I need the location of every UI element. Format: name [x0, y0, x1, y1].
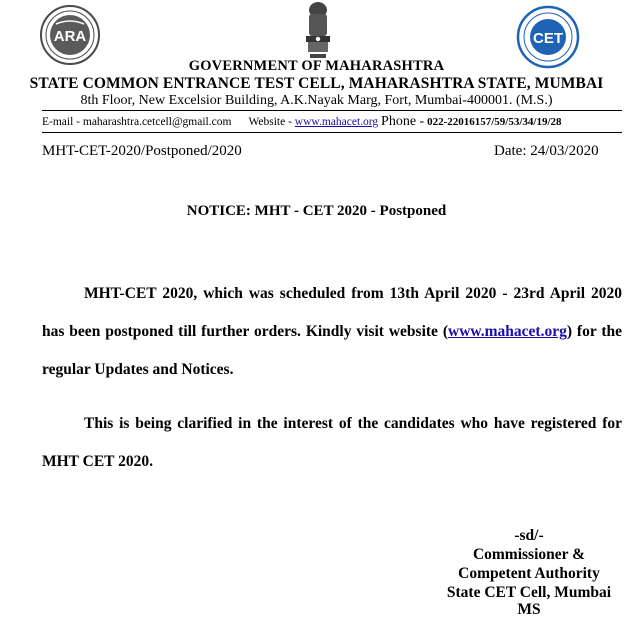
signature-sd: -sd/- [514, 527, 544, 544]
notice-paragraph-1 [42, 275, 622, 389]
ara-logo-text: ARA [53, 28, 87, 45]
header-divider-bottom [42, 132, 622, 133]
ara-seal-icon [30, 4, 110, 66]
government-heading: GOVERNMENT OF MAHARASHTRA [188, 58, 445, 74]
notice-date: Date: 24/03/2020 [494, 143, 599, 159]
website-link[interactable]: www.mahacet.org [294, 116, 379, 128]
email-text: E-mail - maharashtra.cetcell@gmail.com [42, 116, 232, 128]
signatory-title-1: Commissioner & [472, 546, 586, 563]
contact-line [42, 114, 562, 130]
header-divider-top [42, 110, 622, 111]
link-open-paren: ( [442, 323, 449, 340]
ara-logo [30, 4, 110, 66]
phone-label: Phone - [381, 114, 425, 129]
notice-title: NOTICE: MHT - CET 2020 - Postponed [186, 203, 447, 219]
national-emblem [298, 0, 338, 62]
website-label: Website - [248, 116, 292, 128]
mahacet-link[interactable]: www.mahacet.org [448, 323, 567, 340]
paragraph-1-text: MHT-CET 2020, which was scheduled from 13th April 2020 - 23rd April 2020 has been postponed till further orders. Kindly visit website [42, 285, 622, 340]
office-address: 8th Floor, New Excelsior Building, A.K.Nayak Marg, Fort, Mumbai-400001. (M.S.) [80, 93, 553, 108]
phone-number: 022-22016157/59/53/34/19/28 [427, 116, 562, 128]
signatory-state: MS [517, 601, 541, 618]
signatory-title-2: Competent Authority [458, 565, 600, 582]
reference-number: MHT-CET-2020/Postponed/2020 [42, 143, 242, 159]
signatory-office: State CET Cell, Mumbai [446, 584, 612, 601]
notice-paragraph-2: This is being clarified in the interest of the candidates who have registered for MHT CET 2020. [42, 415, 622, 470]
paragraph-1-rest: for the regular Updates and Notices. [42, 323, 623, 378]
cell-name-heading: STATE COMMON ENTRANCE TEST CELL, MAHARASHTRA STATE, MUMBAI [29, 75, 604, 92]
link-close-paren: ) [566, 323, 573, 340]
national-emblem-icon [298, 0, 338, 62]
cet-logo-text: CET [533, 30, 563, 47]
